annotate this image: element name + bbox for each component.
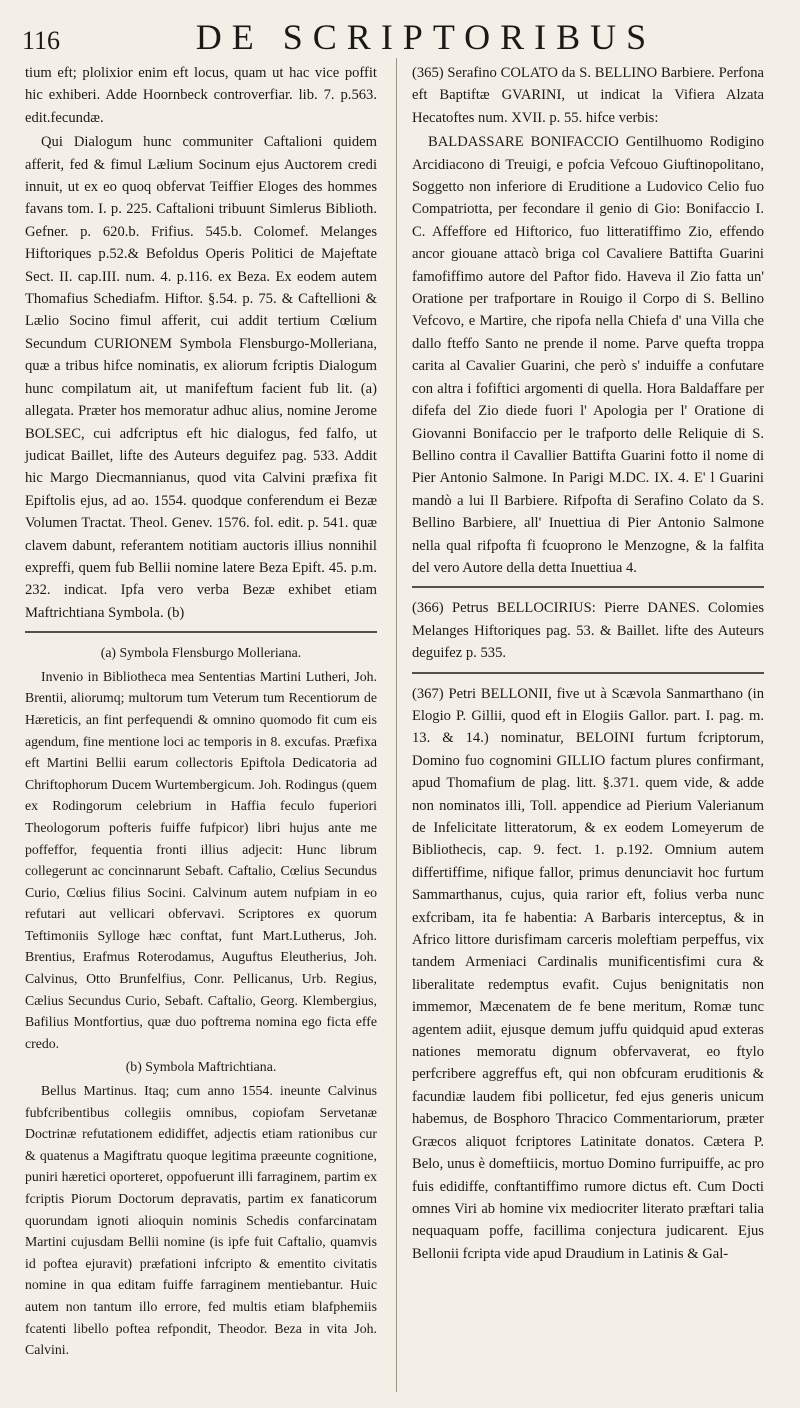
column-divider bbox=[396, 58, 397, 1392]
footnote-b-body: Bellus Martinus. Itaq; cum anno 1554. ineunte Calvinus fubfcribentibus collegiis omnibus, copiofam Servetanæ Doctrinæ refutationem edidiffet, adjectis etiam rationibus cur & quatenus a Magiftratu quoque legitima præeunte cognitione, puniri hæretici oporteret, oppofuerunt illi farraginem, partim ex fcriptis Piorum Doctorum depravatis, partim ex fanaticorum quorundam ignoti alioquin nominis Schedis confarcinatam Martini cujusdam Bellii nomine (is ipfe fuit Caftalio, quamvis id poftea ejuravit) præfationi infcripto & ementito civitatis nomine in qua editam fuiffe farraginem mentiebantur. Huic autem non tantum illo errore, fed multis etiam blafphemiis fcatenti libello poftea refpondit, Theodor. Beza in vita Joh. Calvini. bbox=[25, 1083, 377, 1358]
footnote-b-title: (b) Symbola Maftrichtiana. bbox=[125, 1059, 277, 1075]
entry-rule bbox=[412, 586, 764, 588]
entry-366: (366) Petrus BELLOCIRIUS: Pierre DANES. Colomies Melanges Hiftoriques pag. 53. & Baillet. lifte des Auteurs deguifez p. 535. bbox=[412, 600, 764, 662]
left-column bbox=[25, 62, 377, 1363]
paragraph-continued: tium eft; plolixior enim eft locus, quam ut hac vice poffit hic exhiberi. Adde Hoornbeck controverfiar. lib. 7. p.563. edit.fecundæ. bbox=[25, 65, 377, 126]
entry-365-quote: BALDASSARE BONIFACCIO Gentilhuomo Rodigino Arcidiacono di Treuigi, e pofcia Vefcouo Giuftinopolitano, Soggetto non inferiore di Eruditione a Ludovico Celio fuo Compatriotta, per fecondare il genio di Gio: Bonifaccio I. C. Affeffore ed Hiftorico, fuo litteratiffimo Zio, effendo ancor giouane attacò briga col Cavaliere Battifta Guarini famofiffimo autore del Paftor fido. Haveva il Zio fatta un' Oratione per trafportare in Rouigo il Corpo di S. Bellino Vefcovo, e Martire, che ripofa nella Chiefa d' una Villa che dallo fteffo Santo ne prende il nome. Parve quefta troppa carita al Cavalier Guarini, che però s' induiffe a confutare con altra i fofiftici argomenti di quella. Hora Baldaffare per difefa del Zio diede fuori l' Apologia per l' Oratione di Giovanni Bonifaccio per le trafporto delle Reliquie di S. Bellino contra il Cavallier Battifta Guarini fotto il nome di Pier Antonio Salmone. In Parigi M.DC. IX. 4. E' l Guarini mandò a lui Il Barbiere. Rifpofta di Serafino Colato da S. Bellino Barbiere, all' Inuettiua di Pier Antonio Salmone nella qual rifpofta fi fcuoprono le Menzogne, & la falfita del vero Autore della detta Inuettiua 4. bbox=[412, 134, 764, 576]
entry-367: (367) Petri BELLONII, five ut à Scævola Sanmarthano (in Elogio P. Gillii, quod eft in Elogiis Gallor. part. I. pag. m. 13. & 14.) nominatur, BELOINI furtum fcriptorum, Domino fuo cognomini GILLIO factum plures confirmant, apud Thomafium de plag. litt. §.371. quem vide, & adde non nominatos illi, Toll. appendice ad Pierium Valerianum de Infelicitate litteratorum, & ex eodem Lomeyerum de Bibliothecis, cap. 9. fect. 1. p.192. Omnium autem differtiffime, nifique fallor, primus denunciavit hoc furtum Sammarthanus, cujus, quia rarior eft, folius verba nunc exfcribam, ita fe habentia: A Barbaris interceptus, & in Africo littore durisfimam carceris moleftiam perpeffus, vix tandem Armeniaci Cardinalis munificentisfimi cura & liberalitate redemptus evafit. Cujus benignitatis non immemor, Mæcenatem de fe bene meritum, Romæ tunc agentem adiit, ejusque demum juffu quidquid apud exteras nationes memoratu dignum obfervaverat, eo ftylo perfcribere aggreffus eft, qui non obfcuram eruditionis & facundiæ laudem fibi pollicetur, fed ejus generis unicum habemus, de Bosphoro Thracico Commentariorum, præter Græcos aliquot fcriptores Latinitate donatos. Cætera P. Belo, unus è domeftiicis, mortuo Domino furripuiffe, ac pro fuis edidiffe, conftantiffimo rumore dictus eft. Cum Docti omnes Viri ab homine vix mediocriter literato præftari talia nequaquam poffe, facillima conjectura judicarent. Ejus Bellonii fcripta vide apud Draudium in Latinis & Gal- bbox=[412, 685, 764, 1262]
footnote-a-body: Invenio in Bibliotheca mea Sententias Martini Lutheri, Joh. Brentii, aliorumq; multorum tum Veterum tum Recentiorum de Hæreticis, an fint perfequendi & omnino quomodo fit cum eis agendum, fine mentione loci ac temporis in 8. excufas. Præfixa eft Martini Bellii earum collectoris Epiftola Dedicatoria ad Chriftophorum Ducem Wurtembergicum. Joh. Rodingus (quem ex Rodingorum celebrium in Haffia feculo fuperiori Theologorum pofteris fuiffe fufpicor) libri hujus ante me poffeffor, fequentia fronti illius adjecit: Hunc librum collegerunt ac concinnarunt Sebaft. Caftalio, Cœlius Secundus Curio, Cœlius filius Socini. Calvinum autem nufpiam in eo refutari aut vellicari obfervavi. Scriptores ex quorum Teftimoniis Sylloge hæc conftat, funt Mart.Lutherus, Joh. Brentius, Erafmus Roterodamus, Auguftus Eleutherius, Joh. Calvinus, Otto Brunfelfius, Conr. Pellicanus, Urb. Regius, Cælius Secundus Curio, Sebaft. Caftalio, Georg. Klembergius, Bafilius Montfortius, quæ duo poftrema nomina ego ficta effe credo. bbox=[25, 668, 377, 1051]
footnote-rule bbox=[25, 631, 377, 633]
entry-365: (365) Serafino COLATO da S. BELLINO Barbiere. Perfona eft Baptiftæ GVARINI, ut indicat la Vifiera Alzata Hecatoftes num. XVII. p. 55. hifce verbis: bbox=[412, 65, 764, 126]
page-header bbox=[22, 12, 770, 58]
running-title: DE SCRIPTORIBUS bbox=[195, 17, 657, 57]
paragraph-dialogum: Qui Dialogum hunc communiter Caftalioni quidem afferit, fed & fimul Lælium Socinum ejus Auctorem credi innuit, ut ex eo quoq obfervat Teiffier Eloges des hommes favans tom. I. p. 225. Caftalioni tribuunt Simlerus Biblioth. Gefner. p. 620.b. Frifius. 545.b. Colomef. Melanges Hiftoriques p.52.& Befoldus Operis Politici de Majeftate Sect. II. cap.III. num. 4. p.116. ex Beza. Ex eodem autem Thomafius Schediafm. Hiftor. §.54. p. 75. & Caftellioni & Lælio Socino fimul afferit, cui addit tertium Cœlium Secundum CURIONEM Symbola Flensburgo-Molleriana, quæ a tribus hifce nominatis, ex aliorum fcriptis Dialogum hunc compilatum ait, ut manifeftum facient fub lit. (a) allegata. Præter hos memoratur adhuc alius, nomine Jerome BOLSEC, cui adfcriptus eft hic dialogus, fed falfo, ut judicat Baillet, lifte des Auteurs deguifez pag. 533. Addit hic Margo Diecmannianus, quod vita Calvini præfixa fit Epiftolis ejus, ad ao. 1554. quodque conferendum ei Bezæ Volumen Tractat. Theol. Genev. 1576. fol. edit. p. 541. quæ clavem dabunt, referantem notitiam auctoris illius nonnihil expreffi, quem fub Bellii nomine latere Beza Epift. 45. p.m. 232. indicat. Ipfa vero verba Bezæ exhibet etiam Maftrichtiana Symbola. (b) bbox=[25, 134, 377, 621]
entry-rule bbox=[412, 672, 764, 674]
right-column bbox=[412, 62, 764, 1267]
page-number: 116 bbox=[22, 26, 61, 55]
footnote-a-title: (a) Symbola Flensburgo Molleriana. bbox=[100, 645, 302, 661]
